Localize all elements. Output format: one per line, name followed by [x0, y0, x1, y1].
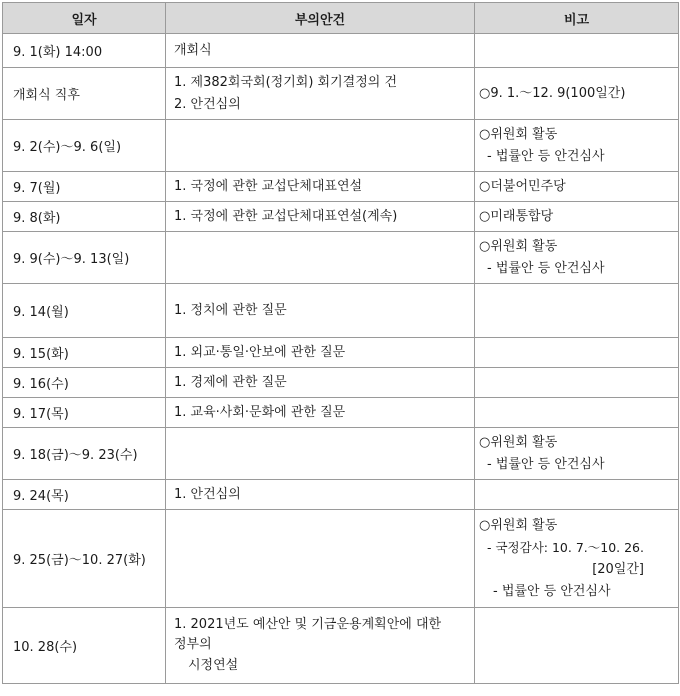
table-row: [3, 608, 679, 684]
table-row: [3, 428, 679, 480]
agenda-cell: [166, 120, 475, 172]
table-row: [3, 398, 679, 428]
agenda-cell: [166, 428, 475, 480]
note-cell: [475, 398, 679, 428]
note-line: - 법률안 등 안건심사: [493, 583, 611, 599]
agenda-cell: [166, 608, 475, 684]
agenda-line: 1. 정치에 관한 질문: [174, 302, 287, 318]
date-cell: 개회식 직후: [3, 68, 166, 120]
agenda-cell: [166, 232, 475, 284]
agenda-cell: [166, 368, 475, 398]
note-cell: [475, 68, 679, 120]
date-cell: 9. 17(목): [3, 398, 166, 428]
agenda-line: 2. 안건심의: [174, 96, 241, 112]
agenda-cell: [166, 284, 475, 338]
date-cell: 9. 15(화): [3, 338, 166, 368]
agenda-cell: [166, 338, 475, 368]
header-note: 비고: [475, 3, 679, 34]
agenda-line: 1. 2021년도 예산안 및 기금운용계획안에 대한 정부의: [174, 616, 442, 652]
table-row: [3, 232, 679, 284]
table-row: [3, 284, 679, 338]
agenda-line: 1. 안건심의: [174, 486, 241, 502]
agenda-cell: [166, 68, 475, 120]
agenda-cell: [166, 172, 475, 202]
date-cell: 9. 9(수)～9. 13(일): [3, 232, 166, 284]
agenda-line: 시정연설: [188, 657, 239, 673]
note-line: ○위원회 활동: [479, 238, 558, 254]
note-cell: [475, 608, 679, 684]
agenda-line: 1. 경제에 관한 질문: [174, 374, 287, 390]
table-row: [3, 510, 679, 608]
agenda-cell: [166, 480, 475, 510]
note-cell: [475, 34, 679, 68]
date-cell: 9. 16(수): [3, 368, 166, 398]
date-cell: 9. 24(목): [3, 480, 166, 510]
note-cell: [475, 202, 679, 232]
note-line: - 법률안 등 안건심사: [487, 260, 605, 276]
note-line: ○위원회 활동: [479, 434, 558, 450]
table-row: [3, 338, 679, 368]
schedule-table: [2, 2, 679, 684]
note-cell: [475, 338, 679, 368]
note-line: - 국정감사: 10. 7.～10. 26.: [487, 539, 644, 555]
agenda-line: 개회식: [174, 42, 212, 58]
header-date: 일자: [3, 3, 166, 34]
table-row: [3, 202, 679, 232]
note-line: ○위원회 활동: [479, 126, 558, 142]
date-cell: 10. 28(수): [3, 608, 166, 684]
note-line: [20일간]: [592, 561, 644, 577]
note-line: ○미래통합당: [479, 208, 554, 224]
date-cell: 9. 25(금)～10. 27(화): [3, 510, 166, 608]
date-cell: 9. 18(금)～9. 23(수): [3, 428, 166, 480]
note-cell: [475, 428, 679, 480]
note-cell: [475, 232, 679, 284]
note-line: - 법률안 등 안건심사: [487, 456, 605, 472]
note-cell: [475, 284, 679, 338]
date-cell: 9. 8(화): [3, 202, 166, 232]
agenda-line: 1. 교육·사회·문화에 관한 질문: [174, 404, 346, 420]
agenda-line: 1. 외교·통일·안보에 관한 질문: [174, 344, 346, 360]
date-cell: 9. 7(월): [3, 172, 166, 202]
note-cell: [475, 480, 679, 510]
table-row: [3, 34, 679, 68]
note-cell: [475, 120, 679, 172]
table-row: [3, 68, 679, 120]
agenda-line: 1. 제382회국회(정기회) 회기결정의 건: [174, 74, 398, 90]
agenda-cell: [166, 202, 475, 232]
date-cell: 9. 1(화) 14:00: [3, 34, 166, 68]
note-line: ○더불어민주당: [479, 178, 566, 194]
table-row: [3, 120, 679, 172]
agenda-cell: [166, 34, 475, 68]
table-row: [3, 172, 679, 202]
agenda-line: 1. 국정에 관한 교섭단체대표연설(계속): [174, 208, 398, 224]
note-cell: [475, 510, 679, 608]
table-row: [3, 368, 679, 398]
agenda-cell: [166, 398, 475, 428]
note-line: ○위원회 활동: [479, 517, 558, 533]
table-header-row: [3, 3, 679, 34]
note-cell: [475, 172, 679, 202]
header-agenda: 부의안건: [166, 3, 475, 34]
agenda-cell: [166, 510, 475, 608]
note-cell: [475, 368, 679, 398]
note-line: - 법률안 등 안건심사: [487, 148, 605, 164]
agenda-line: 1. 국정에 관한 교섭단체대표연설: [174, 178, 363, 194]
note-line: ○9. 1.～12. 9(100일간): [479, 85, 626, 101]
date-cell: 9. 2(수)～9. 6(일): [3, 120, 166, 172]
date-cell: 9. 14(월): [3, 284, 166, 338]
table-row: [3, 480, 679, 510]
